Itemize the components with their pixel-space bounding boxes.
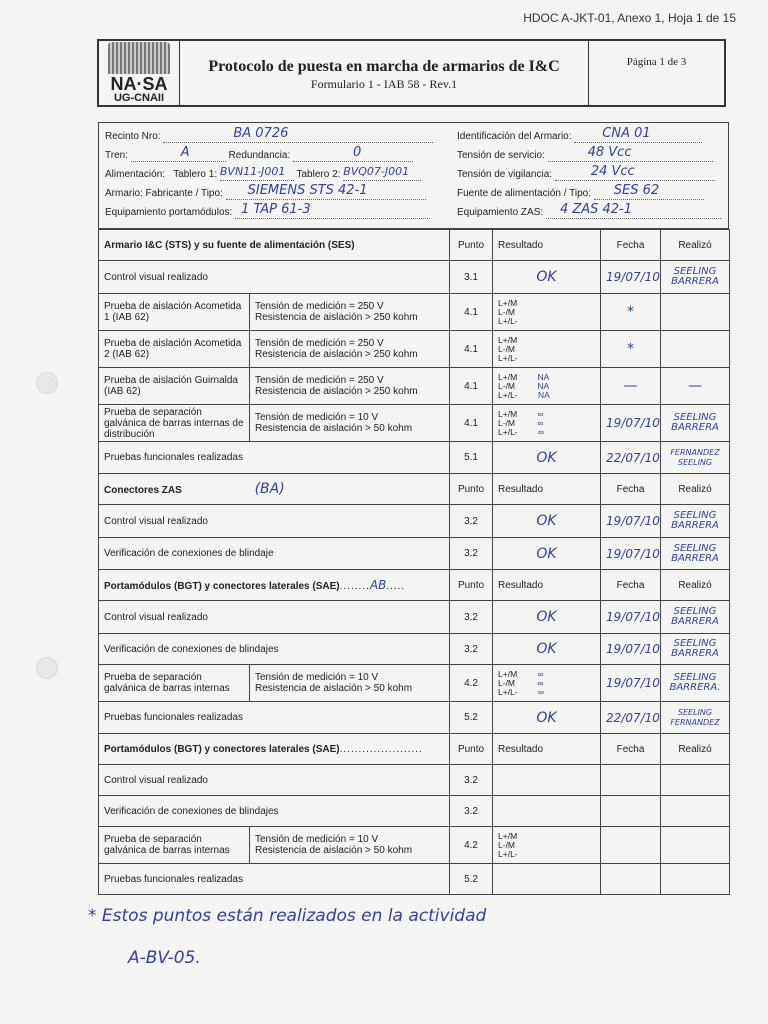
row-fecha: — [601, 368, 661, 405]
recinto-label: Recinto Nro: [105, 131, 161, 142]
section-header [99, 230, 730, 261]
table-row [99, 405, 730, 442]
tension-vigilancia-value: 24 Vcc [590, 163, 635, 179]
row-label: Pruebas funcionales realizadas [99, 442, 450, 474]
measure-l1: L+/M [498, 668, 518, 679]
col-fecha: Fecha [601, 570, 661, 601]
table-row [99, 331, 730, 368]
fuente-label: Fuente de alimentación / Tipo: [457, 188, 591, 199]
armario-label: Armario: Fabricante / Tipo: [105, 188, 223, 199]
row-punto: 3.2 [450, 601, 493, 634]
section-header: Portamódulos (BGT) y conectores laterales (SAE)...................... Punto Resultado Fecha Realizó [99, 734, 730, 765]
row-label: Prueba de separación galvánica de barras internas [99, 665, 250, 702]
section-title: Portamódulos (BGT) y conectores laterales (SAE) [104, 743, 340, 755]
row-label: Prueba de aislación Acometida 1 (IAB 62) [99, 294, 250, 331]
measure-l2: L-/M [498, 417, 516, 428]
col-realizo: Realizó [661, 474, 730, 505]
condition-voltage: Tensión de medición = 10 V [255, 834, 379, 845]
row-label: Control visual realizado [99, 261, 450, 294]
measure-l1: L+/M [498, 830, 518, 841]
tablero1-value: BVN11-J001 [219, 164, 286, 178]
protocol-table [98, 229, 730, 895]
condition-voltage: Tensión de medición = 250 V [255, 375, 384, 386]
equipamiento-label: Equipamiento portamódulos: [105, 207, 233, 218]
row-punto: 4.1 [450, 405, 493, 442]
row-fecha: * [601, 294, 661, 331]
measure-l1: L+/M [498, 297, 518, 308]
identificacion-value: CNA 01 [602, 125, 651, 141]
row-label: Prueba de separación galvánica de barras internas de distribución [99, 405, 250, 442]
col-fecha: Fecha [601, 474, 661, 505]
section-header [99, 474, 730, 505]
measure-value: NA [538, 389, 550, 400]
handwritten-note: * Estos puntos están realizados en la actividad [88, 906, 487, 926]
zas-label: Equipamiento ZAS: [457, 207, 544, 218]
row-label: Pruebas funcionales realizadas [99, 864, 450, 895]
table-row [99, 505, 730, 538]
table-row [99, 261, 730, 294]
condition-resistance: Resistencia de aislación > 250 kohm [255, 312, 418, 323]
punch-hole-top [36, 372, 58, 394]
tension-vigilancia-label: Tensión de vigilancia: [457, 169, 553, 180]
row-realizo: SEELING BARRERA [661, 634, 730, 665]
col-fecha: Fecha [601, 734, 661, 765]
title-box [180, 41, 589, 105]
measure-value: ∞ [537, 668, 544, 679]
table-row [99, 442, 730, 474]
row-fecha: * [601, 331, 661, 368]
fuente-value: SES 62 [613, 182, 660, 198]
col-punto: Punto [450, 474, 493, 505]
row-result: OK [493, 261, 601, 294]
condition-voltage: Tensión de medición = 250 V [255, 301, 384, 312]
col-resultado: Resultado [493, 734, 601, 765]
row-label: Prueba de separación galvánica de barras internas [99, 827, 250, 864]
condition-voltage: Tensión de medición = 250 V [255, 338, 384, 349]
row-result: OK [493, 702, 601, 734]
section-mark: AB [369, 578, 387, 592]
measure-value: ∞ [537, 417, 544, 428]
col-realizo: Realizó [661, 230, 730, 261]
row-punto: 3.2 [450, 505, 493, 538]
row-punto: 4.2 [450, 827, 493, 864]
row-punto: 4.1 [450, 331, 493, 368]
row-label: Verificación de conexiones de blindajes [99, 796, 450, 827]
row-realizo: FERNANDEZ SEELING [661, 442, 730, 474]
condition-resistance: Resistencia de aislación > 50 kohm [255, 423, 413, 434]
tension-servicio-label: Tensión de servicio: [457, 150, 545, 161]
section-title: Portamódulos (BGT) y conectores laterales (SAE) [104, 581, 340, 592]
tablero2-label: Tablero 2: [296, 169, 341, 180]
row-realizo: SEELING BARRERA [661, 601, 730, 634]
measure-l1: L+/M [498, 371, 518, 382]
row-punto: 4.2 [450, 665, 493, 702]
row-result: OK [493, 505, 601, 538]
measure-l3: L+/L- [498, 426, 518, 437]
row-fecha: 19/07/10 [601, 405, 661, 442]
redundancia-value: 0 [353, 144, 362, 160]
redundancia-label: Redundancia: [228, 150, 291, 161]
col-realizo: Realizó [661, 570, 730, 601]
equipamiento-value: 1 TAP 61-3 [241, 201, 311, 217]
row-fecha: 22/07/10 [601, 442, 661, 474]
row-result: OK [493, 634, 601, 665]
section-title: Conectores ZAS [104, 485, 182, 496]
condition-resistance: Resistencia de aislación > 50 kohm [255, 683, 413, 694]
table-row [99, 368, 730, 405]
row-realizo: SEELING FERNANDEZ [661, 702, 730, 734]
row-fecha: 19/07/10 [601, 261, 661, 294]
punch-hole-bottom [36, 657, 58, 679]
tren-label: Tren: [105, 150, 128, 161]
nasa-logo [99, 41, 180, 105]
condition-voltage: Tensión de medición = 10 V [255, 412, 379, 423]
measure-l2: L-/M [498, 677, 516, 688]
row-punto: 3.2 [450, 634, 493, 665]
row-punto: 5.1 [450, 442, 493, 474]
row-punto: 3.2 [450, 796, 493, 827]
logo-emblem-icon [108, 42, 170, 74]
table-row [99, 765, 730, 796]
row-punto: 3.2 [450, 538, 493, 570]
col-resultado: Resultado [493, 230, 601, 261]
table-row [99, 864, 730, 895]
row-realizo: SEELING BARRERA [661, 261, 730, 294]
row-label: Verificación de conexiones de blindaje [99, 538, 450, 570]
row-punto: 4.1 [450, 368, 493, 405]
condition-voltage: Tensión de medición = 10 V [255, 672, 379, 683]
row-label: Pruebas funcionales realizadas [99, 702, 450, 734]
row-punto: 4.1 [450, 294, 493, 331]
measure-l3: L+/L- [498, 389, 518, 400]
measure-l3: L+/L- [498, 686, 518, 697]
row-punto: 5.2 [450, 702, 493, 734]
condition-resistance: Resistencia de aislación > 250 kohm [255, 349, 418, 360]
form-header [97, 39, 726, 107]
document-reference: HDOC A-JKT-01, Anexo 1, Hoja 1 de 15 [523, 11, 736, 25]
col-punto: Punto [450, 230, 493, 261]
handwritten-note-activity: A-BV-05. [128, 948, 201, 968]
table-row [99, 601, 730, 634]
row-realizo: SEELING BARRERA [661, 405, 730, 442]
col-resultado: Resultado [493, 474, 601, 505]
logo-subtitle: UG-CNAII [113, 92, 165, 104]
row-realizo: SEELING BARRERA. [661, 665, 730, 702]
recinto-value: BA 0726 [233, 125, 289, 141]
row-realizo: SEELING BARRERA [661, 505, 730, 538]
col-punto: Punto [450, 734, 493, 765]
measure-l2: L-/M [498, 306, 516, 317]
measure-l3: L+/L- [498, 315, 518, 326]
row-fecha: 22/07/10 [601, 702, 661, 734]
row-fecha: 19/07/10 [601, 505, 661, 538]
measure-l3: L+/L- [498, 848, 518, 859]
row-label: Prueba de aislación Guirnalda (IAB 62) [99, 368, 250, 405]
measure-value: NA [537, 371, 550, 382]
measure-l1: L+/M [498, 408, 518, 419]
row-label: Prueba de aislación Acometida 2 (IAB 62) [99, 331, 250, 368]
measure-value: ∞ [537, 408, 544, 419]
zas-value: 4 ZAS 42-1 [559, 201, 633, 217]
measure-l3: L+/L- [498, 352, 518, 363]
alimentacion-label: Alimentación: [105, 169, 166, 180]
table-row [99, 665, 730, 702]
row-realizo: SEELING BARRERA [661, 538, 730, 570]
measure-l2: L-/M [498, 839, 516, 850]
measure-value: ∞ [538, 426, 545, 437]
measure-value: NA [537, 380, 550, 391]
condition-resistance: Resistencia de aislación > 250 kohm [255, 386, 418, 397]
col-resultado: Resultado [493, 570, 601, 601]
row-result: OK [493, 538, 601, 570]
row-label: Control visual realizado [99, 505, 450, 538]
tren-value: A [180, 144, 190, 160]
col-fecha: Fecha [601, 230, 661, 261]
measure-value: ∞ [538, 686, 545, 697]
table-row [99, 634, 730, 665]
section-mark: (BA) [254, 481, 285, 497]
tension-servicio-value: 48 Vcc [587, 144, 632, 160]
col-realizo: Realizó [661, 734, 730, 765]
row-punto: 3.1 [450, 261, 493, 294]
tablero2-value: BVQ07-J001 [343, 164, 410, 178]
row-realizo: — [661, 368, 730, 405]
row-fecha: 19/07/10 [601, 601, 661, 634]
measure-l2: L-/M [498, 343, 516, 354]
condition-resistance: Resistencia de aislación > 50 kohm [255, 845, 413, 856]
logo-name: NA·SA [110, 74, 168, 94]
table-row [99, 827, 730, 864]
equipment-info [98, 122, 729, 229]
form-subtitle: Formulario 1 - IAB 58 - Rev.1 [310, 77, 458, 91]
row-result: OK [493, 601, 601, 634]
table-row [99, 538, 730, 570]
measure-l2: L-/M [498, 380, 516, 391]
section-title: Armario I&C (STS) y su fuente de alimentación (SES) [99, 230, 450, 261]
row-result: OK [493, 442, 601, 474]
tablero1-label: Tablero 1: [173, 169, 218, 180]
row-punto: 3.2 [450, 765, 493, 796]
row-label: Control visual realizado [99, 601, 450, 634]
row-label: Control visual realizado [99, 765, 450, 796]
row-fecha: 19/07/10 [601, 665, 661, 702]
row-label: Verificación de conexiones de blindajes [99, 634, 450, 665]
row-punto: 5.2 [450, 864, 493, 895]
measure-value: ∞ [537, 677, 544, 688]
row-fecha: 19/07/10 [601, 538, 661, 570]
identificacion-label: Identificación del Armario: [457, 131, 572, 142]
measure-l1: L+/M [498, 334, 518, 345]
col-punto: Punto [450, 570, 493, 601]
form-title: Protocolo de puesta en marcha de armarios de I&C [208, 58, 560, 75]
section-header: Portamódulos (BGT) y conectores laterales (SAE)........AB..... Punto Resultado Fecha Realizó [99, 570, 730, 601]
row-fecha: 19/07/10 [601, 634, 661, 665]
page-number: Página 1 de 3 [626, 56, 687, 68]
table-row [99, 702, 730, 734]
armario-value: SIEMENS STS 42-1 [247, 182, 368, 198]
table-row [99, 796, 730, 827]
table-row [99, 294, 730, 331]
